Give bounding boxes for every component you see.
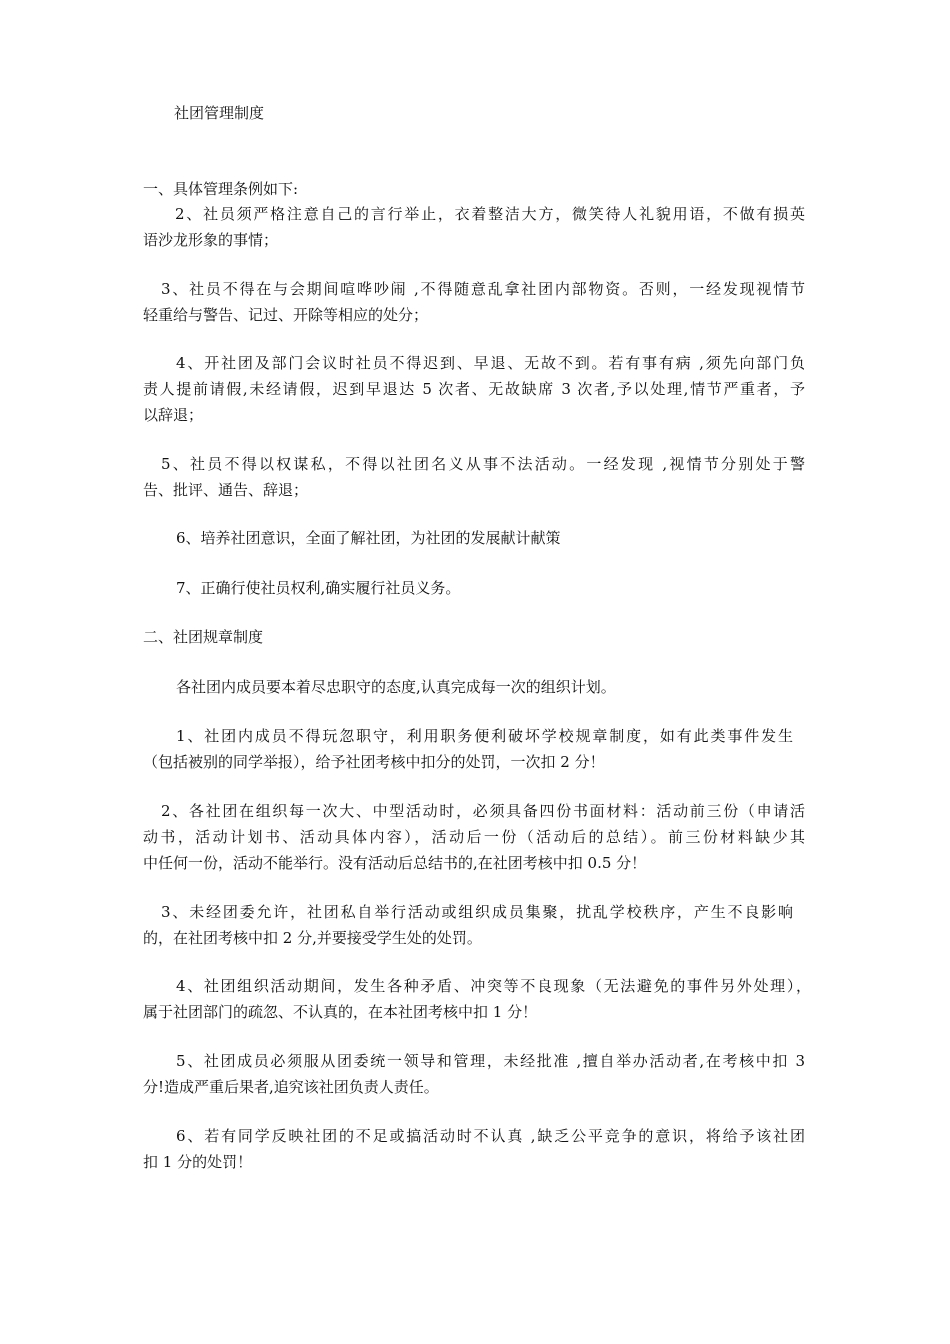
section-1-item-5-line-1: 5、社员不得以权谋私，不得以社团名义从事不法活动。一经发现 ,视情节分别处于警: [161, 455, 805, 473]
section-1-item-4-line-1: 4、开社团及部门会议时社员不得迟到、早退、无故不到。若有事有病 ,须先向部门负: [176, 354, 805, 372]
section-2-heading: 二、社团规章制度: [143, 628, 264, 646]
section-1-item-3-line-1: 3、社员不得在与会期间喧哗吵闹 ,不得随意乱拿社团内部物资。否则，一经发现视情节: [161, 280, 805, 298]
section-2-item-2-line-3: 中任何一份，活动不能举行。没有活动后总结书的,在社团考核中扣 0.5 分！: [143, 854, 647, 872]
section-2-item-2-line-2: 动书，活动计划书、活动具体内容），活动后一份（活动后的总结）。前三份材料缺少其: [143, 828, 805, 846]
section-2-item-5-line-1: 5、社团成员必须服从团委统一领导和管理，未经批准 ,擅自举办活动者,在考核中扣 3: [176, 1052, 805, 1070]
section-1-item-6-line-1: 6、培养社团意识，全面了解社团，为社团的发展献计献策: [176, 529, 561, 547]
section-2-item-6-line-1: 6、若有同学反映社团的不足或搞活动时不认真 ,缺乏公平竞争的意识，将给予该社团: [176, 1127, 805, 1145]
section-2-item-4-line-2: 属于社团部门的疏忽、不认真的，在本社团考核中扣 1 分！: [143, 1003, 538, 1021]
section-2-item-1-line-1: 1、社团内成员不得玩忽职守，利用职务便利破坏学校规章制度，如有此类事件发生: [176, 727, 793, 745]
document-title: 社团管理制度: [174, 104, 265, 122]
section-2-item-3-line-2: 的，在社团考核中扣 2 分,并要接受学生处的处罚。: [143, 929, 482, 947]
section-2-item-6-line-2: 扣 1 分的处罚！: [143, 1153, 253, 1171]
section-2-item-1-line-2: （包括被别的同学举报），给予社团考核中扣分的处罚，一次扣 2 分！: [143, 753, 605, 771]
section-1-item-4-line-3: 以辞退；: [143, 406, 204, 424]
section-1-item-2-line-2: 语沙龙形象的事情；: [143, 231, 279, 249]
section-1-item-5-line-2: 告、批评、通告、辞退；: [143, 481, 309, 499]
section-2-item-3-line-1: 3、未经团委允许，社团私自举行活动或组织成员集聚，扰乱学校秩序，产生不良影响: [161, 903, 793, 921]
section-2-item-4-line-1: 4、社团组织活动期间，发生各种矛盾、冲突等不良现象（无法避免的事件另外处理），: [176, 977, 811, 995]
section-1-heading: 一、具体管理条例如下:: [143, 180, 299, 198]
section-2-item-2-line-1: 2、各社团在组织每一次大、中型活动时，必须具备四份书面材料：活动前三份（申请活: [161, 802, 805, 820]
section-1-item-3-line-2: 轻重给与警告、记过、开除等相应的处分；: [143, 306, 429, 324]
section-1-item-4-line-2: 责人提前请假,未经请假，迟到早退达 5 次者、无故缺席 3 次者,予以处理,情节严重者，予: [143, 380, 805, 398]
section-2-intro: 各社团内成员要本着尽忠职守的态度,认真完成每一次的组织计划。: [176, 678, 616, 696]
section-1-item-2-line-1: 2、社员须严格注意自己的言行举止，衣着整洁大方，微笑待人礼貌用语，不做有损英: [175, 205, 805, 223]
section-1-item-7-line-1: 7、正确行使社员权利,确实履行社员义务。: [176, 579, 461, 597]
section-2-item-5-line-2: 分!造成严重后果者,追究该社团负责人责任。: [143, 1078, 439, 1096]
